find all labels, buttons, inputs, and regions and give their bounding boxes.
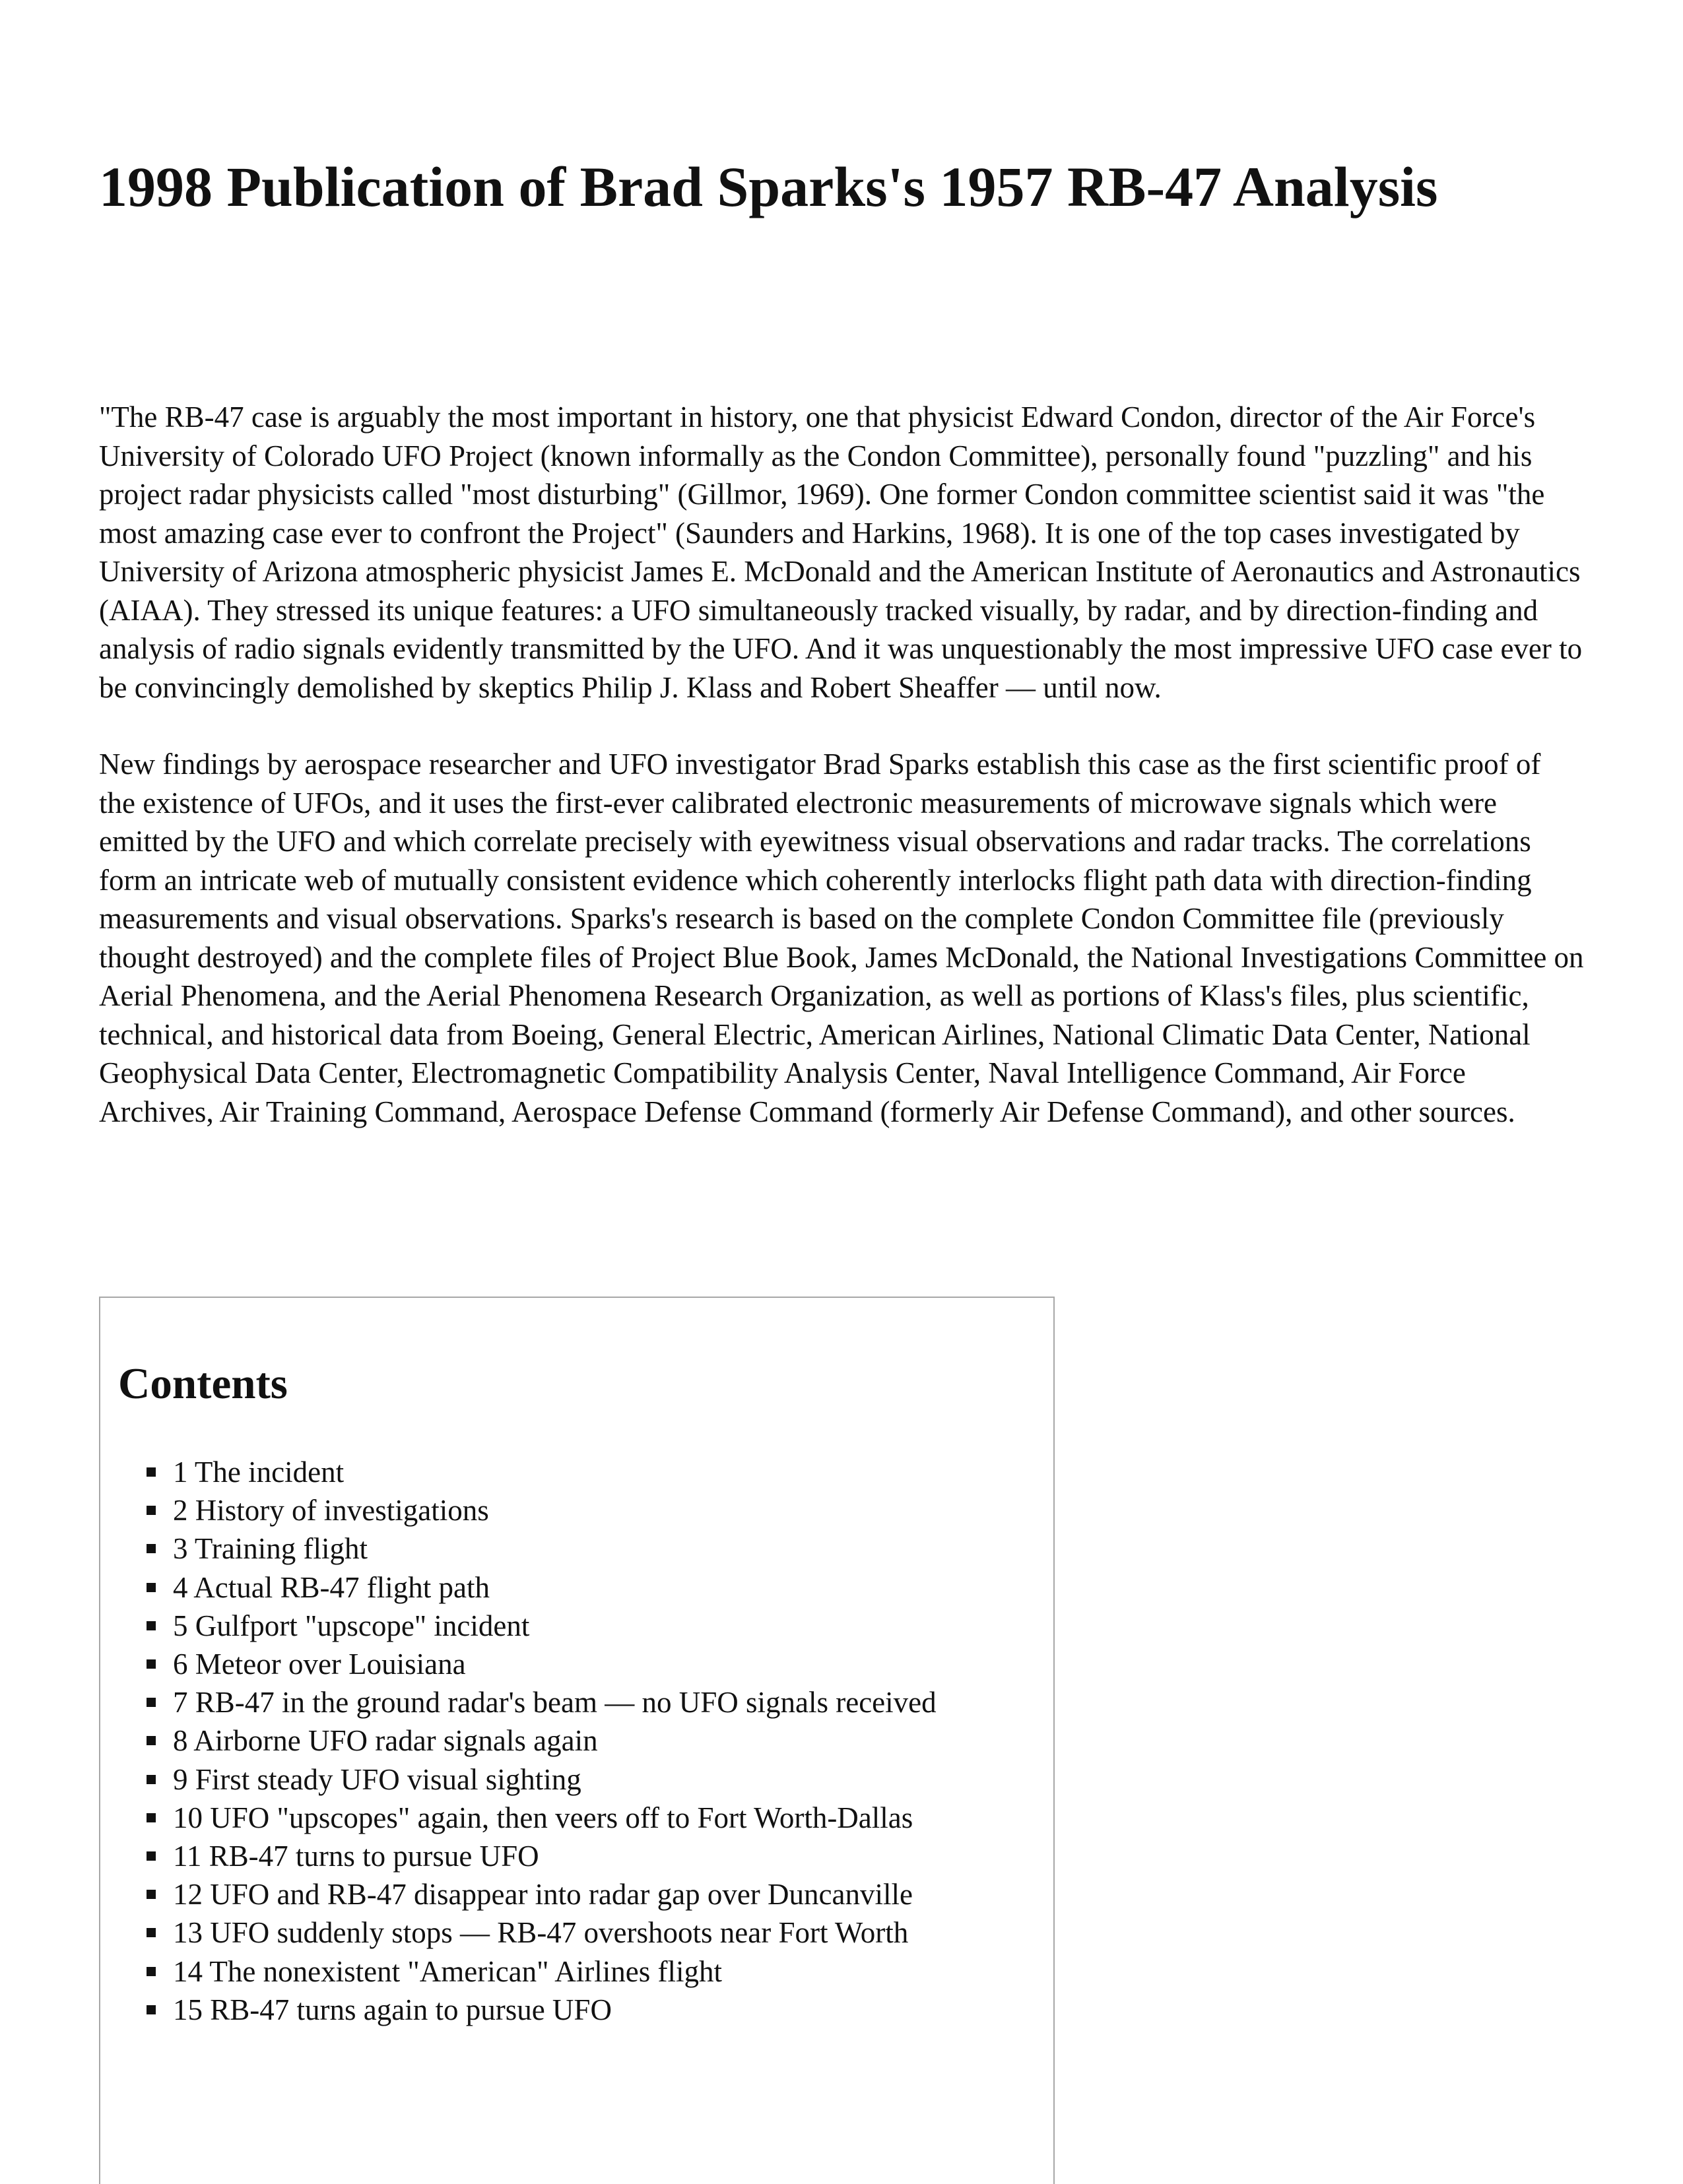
square-bullet-icon bbox=[147, 2005, 156, 2014]
contents-item-1[interactable] bbox=[173, 1453, 937, 1491]
contents-item-label: 15 RB-47 turns again to pursue UFO bbox=[173, 1993, 612, 2026]
square-bullet-icon bbox=[147, 1659, 156, 1669]
contents-item-15[interactable] bbox=[173, 1991, 937, 2029]
contents-item-label: 2 History of investigations bbox=[173, 1494, 489, 1527]
contents-item-9[interactable] bbox=[173, 1760, 937, 1799]
square-bullet-icon bbox=[147, 1698, 156, 1707]
square-bullet-icon bbox=[147, 1890, 156, 1899]
contents-item-7[interactable] bbox=[173, 1683, 937, 1721]
contents-item-12[interactable] bbox=[173, 1875, 937, 1913]
contents-item-label: 8 Airborne UFO radar signals again bbox=[173, 1724, 598, 1758]
contents-item-label: 14 The nonexistent "American" Airlines flight bbox=[173, 1954, 722, 1988]
square-bullet-icon bbox=[147, 1506, 156, 1515]
page-title: 1998 Publication of Brad Sparks's 1957 RB-47 Analysis bbox=[99, 155, 1438, 218]
contents-item-label: 3 Training flight bbox=[173, 1532, 368, 1566]
square-bullet-icon bbox=[147, 1467, 156, 1477]
square-bullet-icon bbox=[147, 1967, 156, 1976]
square-bullet-icon bbox=[147, 1775, 156, 1784]
contents-item-label: 9 First steady UFO visual sighting bbox=[173, 1762, 581, 1796]
contents-item-label: 7 RB-47 in the ground radar's beam — no UFO signals received bbox=[173, 1686, 937, 1719]
contents-item-label: 13 UFO suddenly stops — RB-47 overshoots near Fort Worth bbox=[173, 1916, 909, 1950]
square-bullet-icon bbox=[147, 1544, 156, 1553]
contents-item-13[interactable] bbox=[173, 1913, 937, 1952]
square-bullet-icon bbox=[147, 1736, 156, 1745]
contents-heading: Contents bbox=[118, 1359, 288, 1408]
contents-item-label: 1 The incident bbox=[173, 1456, 345, 1489]
square-bullet-icon bbox=[147, 1851, 156, 1861]
contents-list bbox=[173, 1453, 937, 2029]
contents-item-label: 4 Actual RB-47 flight path bbox=[173, 1570, 490, 1604]
contents-item-2[interactable] bbox=[173, 1491, 937, 1529]
contents-item-14[interactable] bbox=[173, 1952, 937, 1991]
square-bullet-icon bbox=[147, 1928, 156, 1937]
contents-item-label: 12 UFO and RB-47 disappear into radar gap over Duncanville bbox=[173, 1878, 913, 1911]
square-bullet-icon bbox=[147, 1583, 156, 1592]
contents-item-8[interactable] bbox=[173, 1721, 937, 1760]
contents-item-label: 11 RB-47 turns to pursue UFO bbox=[173, 1840, 539, 1873]
intro-paragraph-1: "The RB-47 case is arguably the most important in history, one that physicist Edward Condon, director of the Air Force's University of Colorado UFO Project (known informally as the Condon Committee), personally found "puzzling" and his project radar physicists called "most disturbing" (Gillmor, 1969). One former Condon committee scientist said it was "the most amazing case ever to confront the Project" (Saunders and Harkins, 1968). It is one of the top cases investigated by University of Arizona atmospheric physicist James E. McDonald and the American Institute of Aeronautics and Astronautics (AIAA). They stressed its unique features: a UFO simultaneously tracked visually, by radar, and by direction-finding and analysis of radio signals evidently transmitted by the UFO. And it was unquestionably the most impressive UFO case ever to be convincingly demolished by skeptics Philip J. Klass and Robert Sheaffer — until now. bbox=[99, 401, 1583, 704]
contents-item-11[interactable] bbox=[173, 1837, 937, 1875]
contents-item-6[interactable] bbox=[173, 1645, 937, 1683]
contents-item-label: 5 Gulfport "upscope" incident bbox=[173, 1609, 530, 1642]
contents-item-label: 6 Meteor over Louisiana bbox=[173, 1648, 466, 1681]
contents-item-3[interactable] bbox=[173, 1529, 937, 1568]
contents-item-4[interactable] bbox=[173, 1568, 937, 1607]
square-bullet-icon bbox=[147, 1621, 156, 1630]
intro-paragraph-2: New findings by aerospace researcher and UFO investigator Brad Sparks establish this case as the first scientific proof of the existence of UFOs, and it uses the first-ever calibrated electronic measurements of microwave signals which were emitted by the UFO and which correlate precisely with eyewitness visual observations and radar tracks. The correlations form an intricate web of mutually consistent evidence which coherently interlocks flight path data with direction-finding measurements and visual observations. Sparks's research is based on the complete Condon Committee file (previously thought destroyed) and the complete files of Project Blue Book, James McDonald, the National Investigations Committee on Aerial Phenomena, and the Aerial Phenomena Research Organization, as well as portions of Klass's files, plus scientific, technical, and historical data from Boeing, General Electric, American Airlines, National Climatic Data Center, National Geophysical Data Center, Electromagnetic Compatibility Analysis Center, Naval Intelligence Command, Air Force Archives, Air Training Command, Aerospace Defense Command (formerly Air Defense Command), and other sources. bbox=[99, 748, 1584, 1128]
intro-section bbox=[99, 398, 1584, 1169]
contents-item-10[interactable] bbox=[173, 1799, 937, 1837]
contents-item-label: 10 UFO "upscopes" again, then veers off to Fort Worth-Dallas bbox=[173, 1801, 913, 1834]
contents-item-5[interactable] bbox=[173, 1607, 937, 1645]
table-of-contents bbox=[99, 1297, 1055, 2184]
square-bullet-icon bbox=[147, 1813, 156, 1822]
